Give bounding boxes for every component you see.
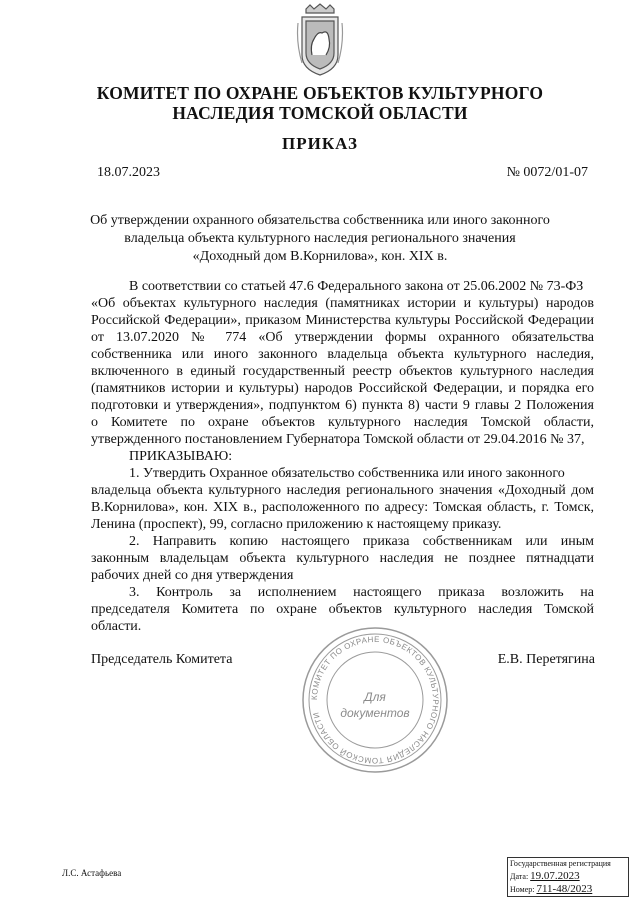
item-1-line: Ленина (проспект), 99, согласно приложению к настоящему приказу. — [91, 517, 502, 532]
body-line: подготовки и утверждения», подпунктом 6) пункта 8) части 9 главы 2 Положения — [91, 398, 594, 413]
order-keyword: ПРИКАЗЫВАЮ: — [129, 449, 233, 464]
item-3-line: председателя Комитета по охране объектов культурного наследия Томской — [91, 602, 594, 617]
signatory-name: Е.В. Перетягина — [497, 652, 595, 667]
body-line: от 13.07.2020 № 774 «Об утверждении формы охранного обязательства — [91, 330, 594, 345]
item-1-line: В.Корнилова», кон. XIX в., расположенного по адресу: Томская область, г. Томск, — [91, 500, 594, 515]
subject-line: Об утверждении охранного обязательства собственника или иного законного — [90, 213, 550, 228]
stamp-center-line2: документов — [340, 706, 410, 720]
stamp-ring-text: КОМИТЕТ ПО ОХРАНЕ ОБЪЕКТОВ КУЛЬТУРНОГО НАСЛЕДИЯ ТОМСКОЙ ОБЛАСТИ — [309, 634, 441, 766]
item-3-line: области. — [91, 619, 142, 634]
coat-of-arms-icon — [296, 3, 344, 79]
item-1-line: 1. Утвердить Охранное обязательство собственника или иного законного — [129, 466, 565, 481]
subject-line: владельца объекта культурного наследия регионального значения — [124, 231, 516, 246]
registration-box — [507, 857, 629, 897]
registration-date-label: Дата: — [510, 872, 529, 881]
document-type: ПРИКАЗ — [282, 134, 358, 153]
registration-number-label: Номер: — [510, 885, 535, 894]
body-line: «Об объектах культурного наследия (памятниках истории и культуры) народов — [91, 296, 594, 311]
official-stamp — [300, 625, 450, 775]
body-line: включенного в единый государственный реестр объектов культурного наследия — [91, 364, 594, 379]
organization-name-line2: НАСЛЕДИЯ ТОМСКОЙ ОБЛАСТИ — [172, 103, 468, 123]
registration-title: Государственная регистрация — [510, 859, 611, 868]
item-1-line: владельца объекта культурного наследия регионального значения «Доходный дом — [91, 483, 594, 498]
registration-date-value: 19.07.2023 — [530, 870, 580, 882]
item-3-line: 3. Контроль за исполнением настоящего приказа возложить на — [129, 585, 594, 600]
body-line: утвержденного постановлением Губернатора Томской области от 29.04.2016 № 37, — [91, 432, 585, 447]
document-date: 18.07.2023 — [97, 165, 160, 180]
body-line: (памятников истории и культуры) народов Российской Федерации, и порядка его — [91, 381, 594, 396]
item-2-line: законным владельцам объекта культурного наследия не позднее пятнадцати — [91, 551, 594, 566]
signatory-position: Председатель Комитета — [91, 652, 233, 667]
body-line: В соответствии со статьей 47.6 Федерального закона от 25.06.2002 № 73-ФЗ — [129, 279, 584, 294]
executor-name: Л.С. Астафьева — [62, 868, 122, 878]
organization-name-line1: КОМИТЕТ ПО ОХРАНЕ ОБЪЕКТОВ КУЛЬТУРНОГО — [96, 83, 544, 103]
body-line: собственника или иного законного владельца объекта культурного наследия, — [91, 347, 594, 362]
item-2-line: 2. Направить копию настоящего приказа собственникам или иным — [129, 534, 594, 549]
subject-line: «Доходный дом В.Корнилова», кон. XIX в. — [192, 249, 448, 264]
item-2-line: рабочих дней со дня утверждения — [91, 568, 294, 583]
document-number: № 0072/01-07 — [506, 165, 588, 180]
registration-number-value: 711-48/2023 — [536, 883, 593, 895]
body-line: о Комитете по охране объектов культурного наследия Томской области, — [91, 415, 594, 430]
stamp-center-line1: Для — [364, 690, 386, 704]
body-line: Российской Федерации», приказом Министерства культуры Российской Федерации — [91, 313, 594, 328]
